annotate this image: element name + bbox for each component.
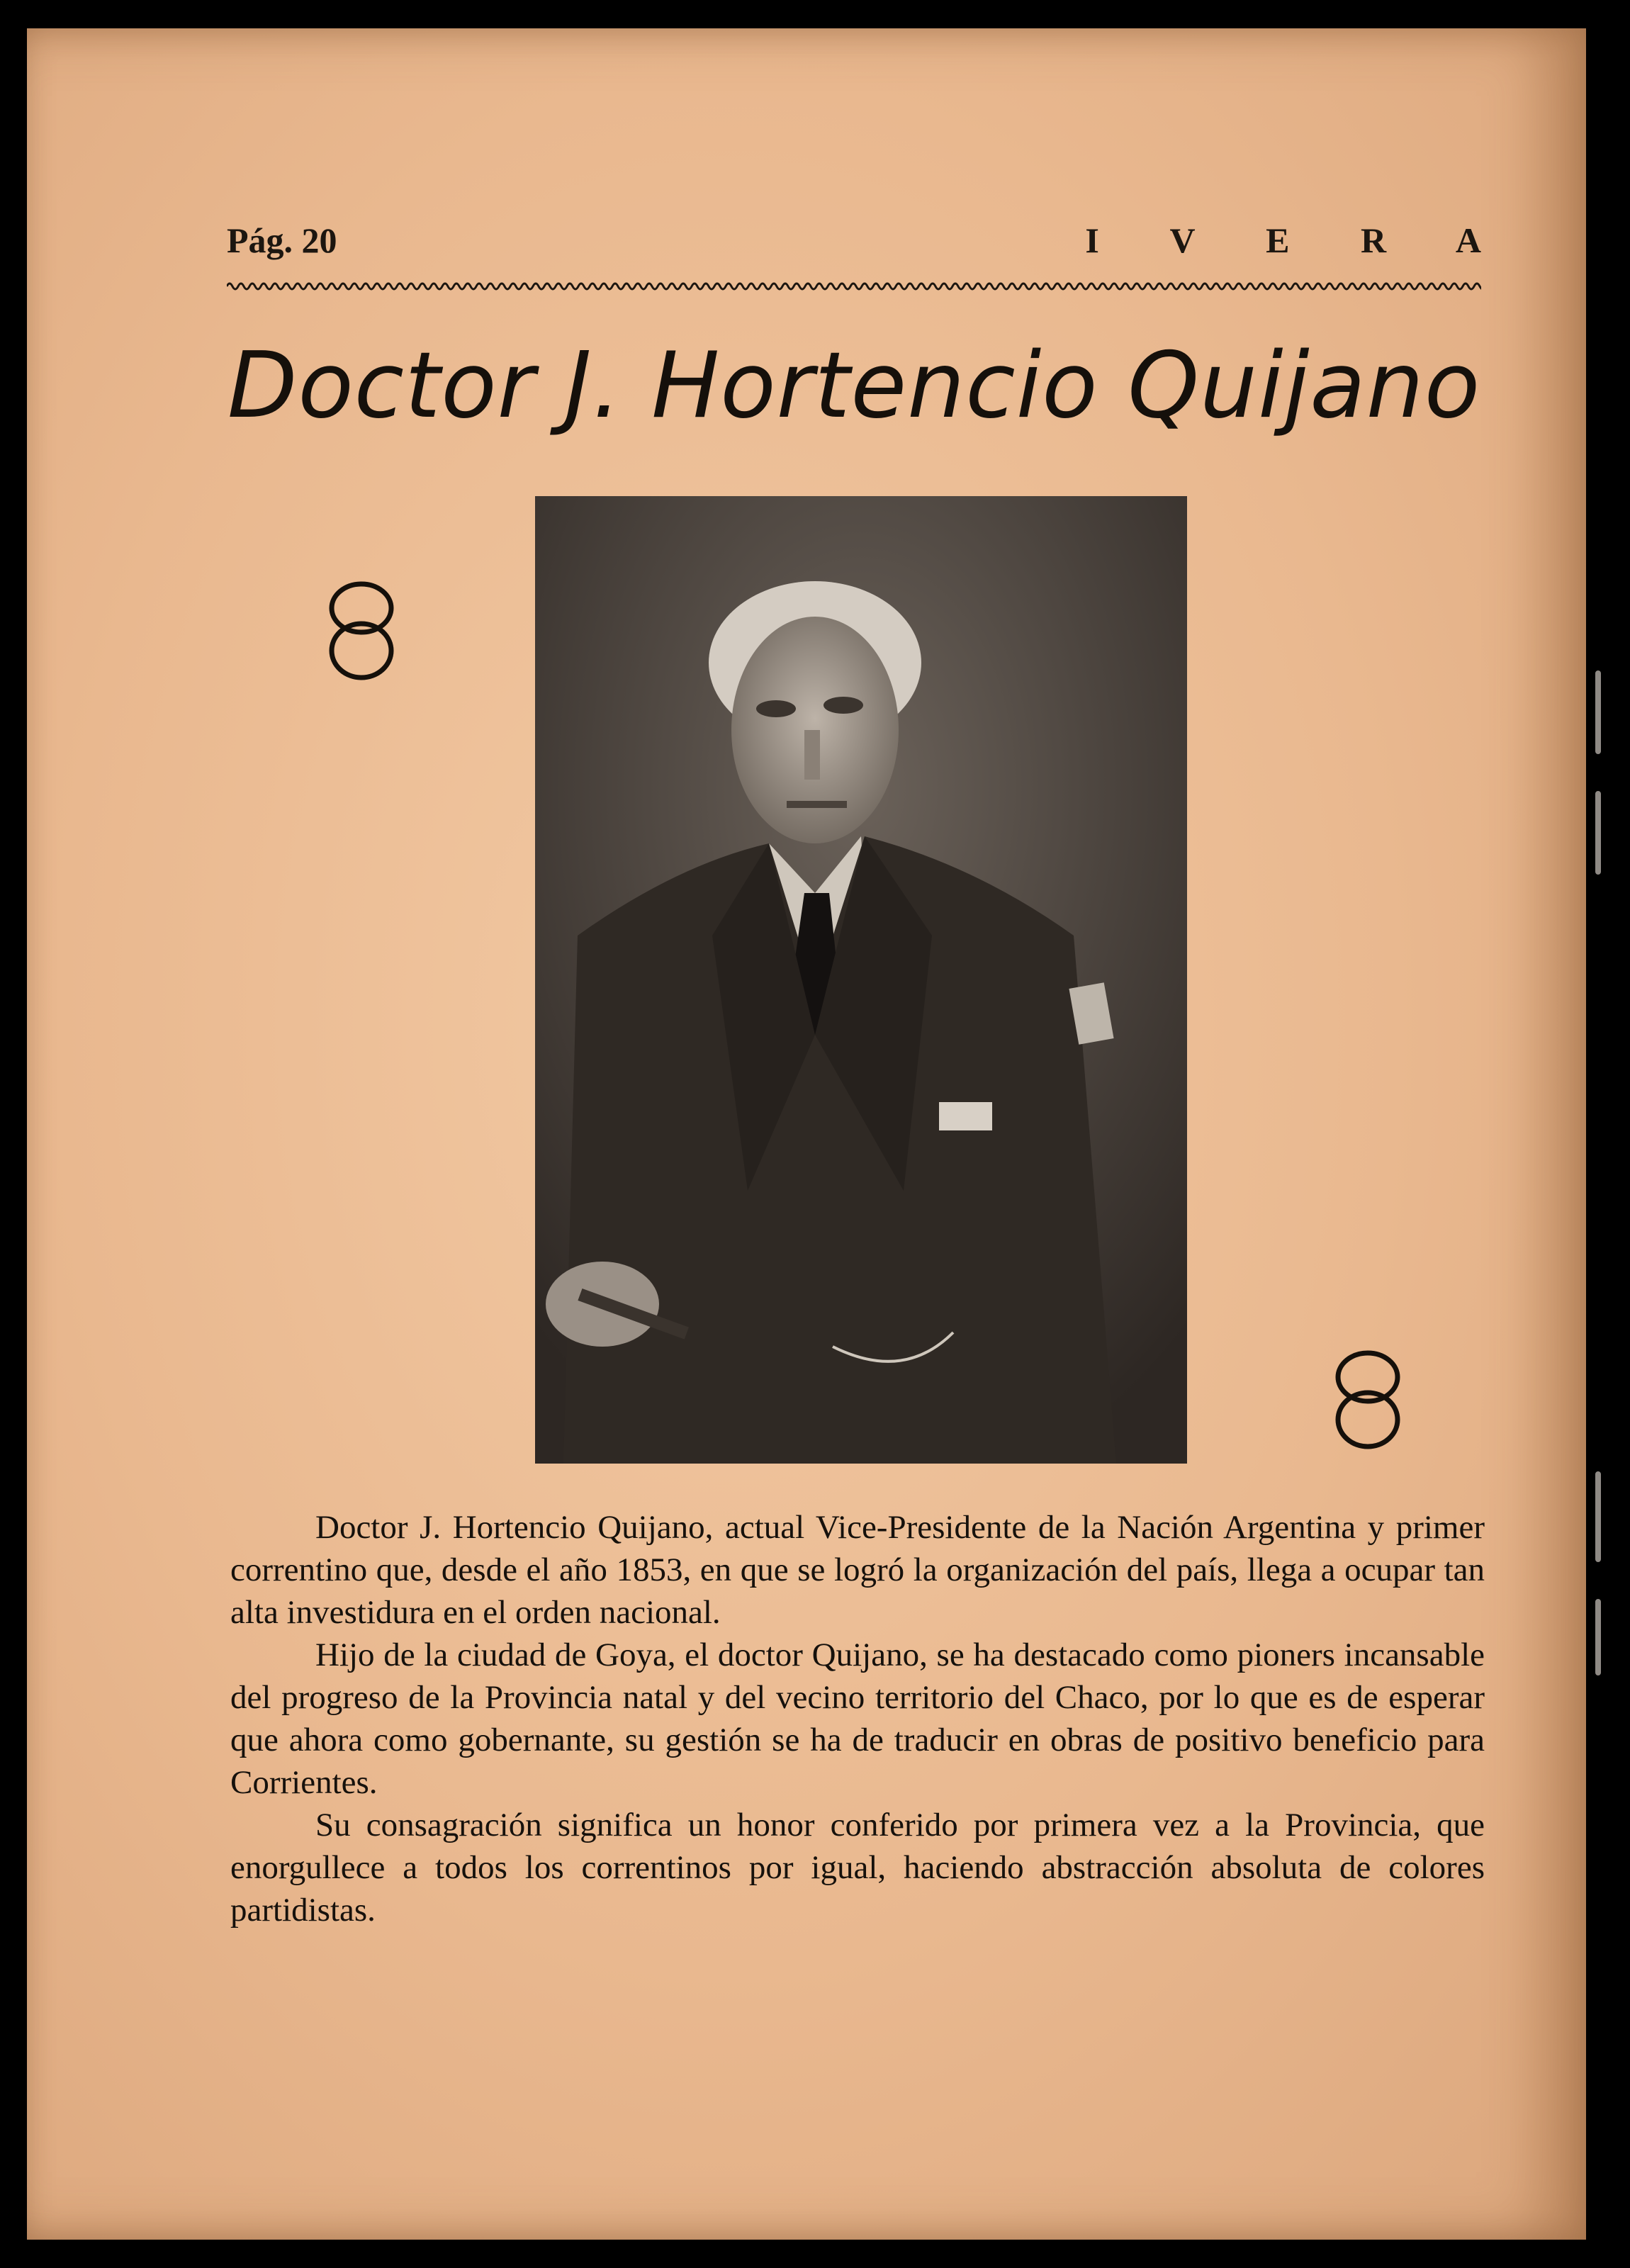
paragraph: Hijo de la ciudad de Goya, el doctor Quijano, se ha destacado como pioners incansable del progreso de la Provincia natal y del vecino territorio del Chaco, por lo que es de esperar que ahora como gobernante, su gestión se ha de traducir en obras de positivo beneficio para Corrientes. [230, 1637, 1485, 1801]
ornament-icon [1329, 1343, 1407, 1456]
staple-icon [1584, 666, 1612, 879]
page-header [227, 220, 1512, 276]
article-body [230, 1506, 1485, 1931]
staple-icon [1584, 1467, 1612, 1680]
paragraph: Su consagración significa un honor conferido por primera vez a la Provincia, que enorgullece a todos los correntinos por igual, haciendo abstracción absoluta de colores partidistas. [230, 1807, 1485, 1929]
ornament-icon [322, 574, 400, 687]
wavy-rule [227, 278, 1481, 295]
paragraph: Doctor J. Hortencio Quijano, actual Vice-Presidente de la Nación Argentina y primer correntino que, desde el año 1853, en que se logró la organización del país, llega a ocupar tan alta investidura en el orden nacional. [230, 1509, 1485, 1631]
article-title: Doctor J. Hortencio Quijano [227, 333, 1481, 439]
portrait-photo [535, 496, 1187, 1464]
magazine-name: I V E R A [1085, 220, 1512, 260]
page-number: Pág. 20 [227, 220, 337, 260]
